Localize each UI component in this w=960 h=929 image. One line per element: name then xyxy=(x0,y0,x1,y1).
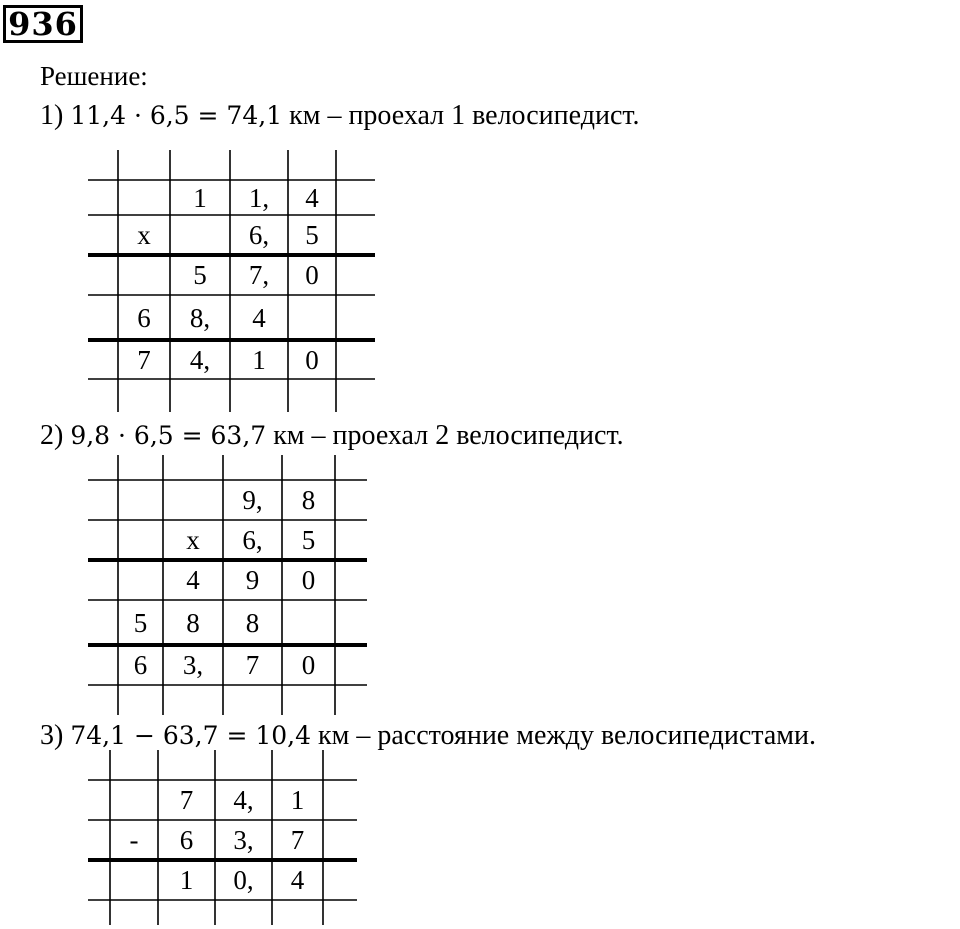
grid-cell: 5 xyxy=(193,260,207,290)
grid-cell: 6 xyxy=(137,302,151,333)
grid-cell: 3, xyxy=(233,825,254,855)
problem-number-badge: 936 xyxy=(3,5,83,43)
step-description: – проехал 2 велосипедист. xyxy=(311,420,624,451)
grid-cell: 7 xyxy=(137,344,151,375)
grid-cell: 4 xyxy=(186,565,200,595)
step-description: – проехал 1 велосипедист. xyxy=(327,100,640,131)
grid-cell: 7 xyxy=(179,785,194,815)
grid-cell: 0 xyxy=(305,260,319,290)
grid-cell: 7 xyxy=(290,825,305,855)
grid-cell: 5 xyxy=(305,220,319,250)
grid-cell: 0 xyxy=(301,650,316,680)
grid-cell: 6, xyxy=(248,220,270,250)
grid-cell: 1, xyxy=(248,182,270,213)
step-unit: км xyxy=(273,420,305,451)
grid-cell: 9 xyxy=(245,565,260,595)
step-unit: км xyxy=(289,100,321,131)
step-number: 3) xyxy=(40,720,64,751)
step-expression: 9,8 · 6,5 = 63,7 xyxy=(70,421,267,450)
grid-cell: 4 xyxy=(305,182,319,213)
grid-cell: 6 xyxy=(133,650,148,680)
grid-cell: 4, xyxy=(233,785,254,815)
grid-cell: 0 xyxy=(301,565,316,595)
grid-cell: 9, xyxy=(242,485,263,515)
grid-cell: 8, xyxy=(189,302,211,333)
grid-cell: 4 xyxy=(290,865,305,895)
grid-cell: 4 xyxy=(252,302,266,333)
grid-cell: x xyxy=(137,220,151,250)
grid-cell: 1 xyxy=(179,865,194,895)
grid-cell: 6 xyxy=(179,825,194,855)
grid-cell: 1 xyxy=(252,344,266,375)
grid-cell: 8 xyxy=(301,485,316,515)
grid-cell: 0 xyxy=(305,344,319,375)
grid-cell: 5 xyxy=(301,525,316,555)
grid-cell: 7 xyxy=(245,650,260,680)
step-expression: 11,4 · 6,5 = 74,1 xyxy=(70,101,283,130)
grid-cell: 1 xyxy=(193,182,207,213)
solution-label: Решение: xyxy=(40,61,148,91)
grid-cell: 8 xyxy=(186,607,200,638)
step-expression: 74,1 − 63,7 = 10,4 xyxy=(70,721,312,750)
grid-cell: 8 xyxy=(245,607,260,638)
grid-cell: 3, xyxy=(182,650,204,680)
step-description: – расстояние между велосипедистами. xyxy=(356,720,816,751)
grid-cell: 7, xyxy=(248,260,270,290)
grid-cell: 5 xyxy=(133,607,148,638)
grid-cell: - xyxy=(129,825,139,855)
grid-cell: x xyxy=(186,525,200,555)
grid-cell: 4, xyxy=(189,344,211,375)
step-number: 1) xyxy=(40,100,64,131)
grid-cell: 0, xyxy=(233,865,254,895)
grid-cell: 1 xyxy=(290,785,305,815)
step-number: 2) xyxy=(40,420,64,451)
grid-cell: 6, xyxy=(242,525,263,555)
step-unit: км xyxy=(318,720,350,751)
